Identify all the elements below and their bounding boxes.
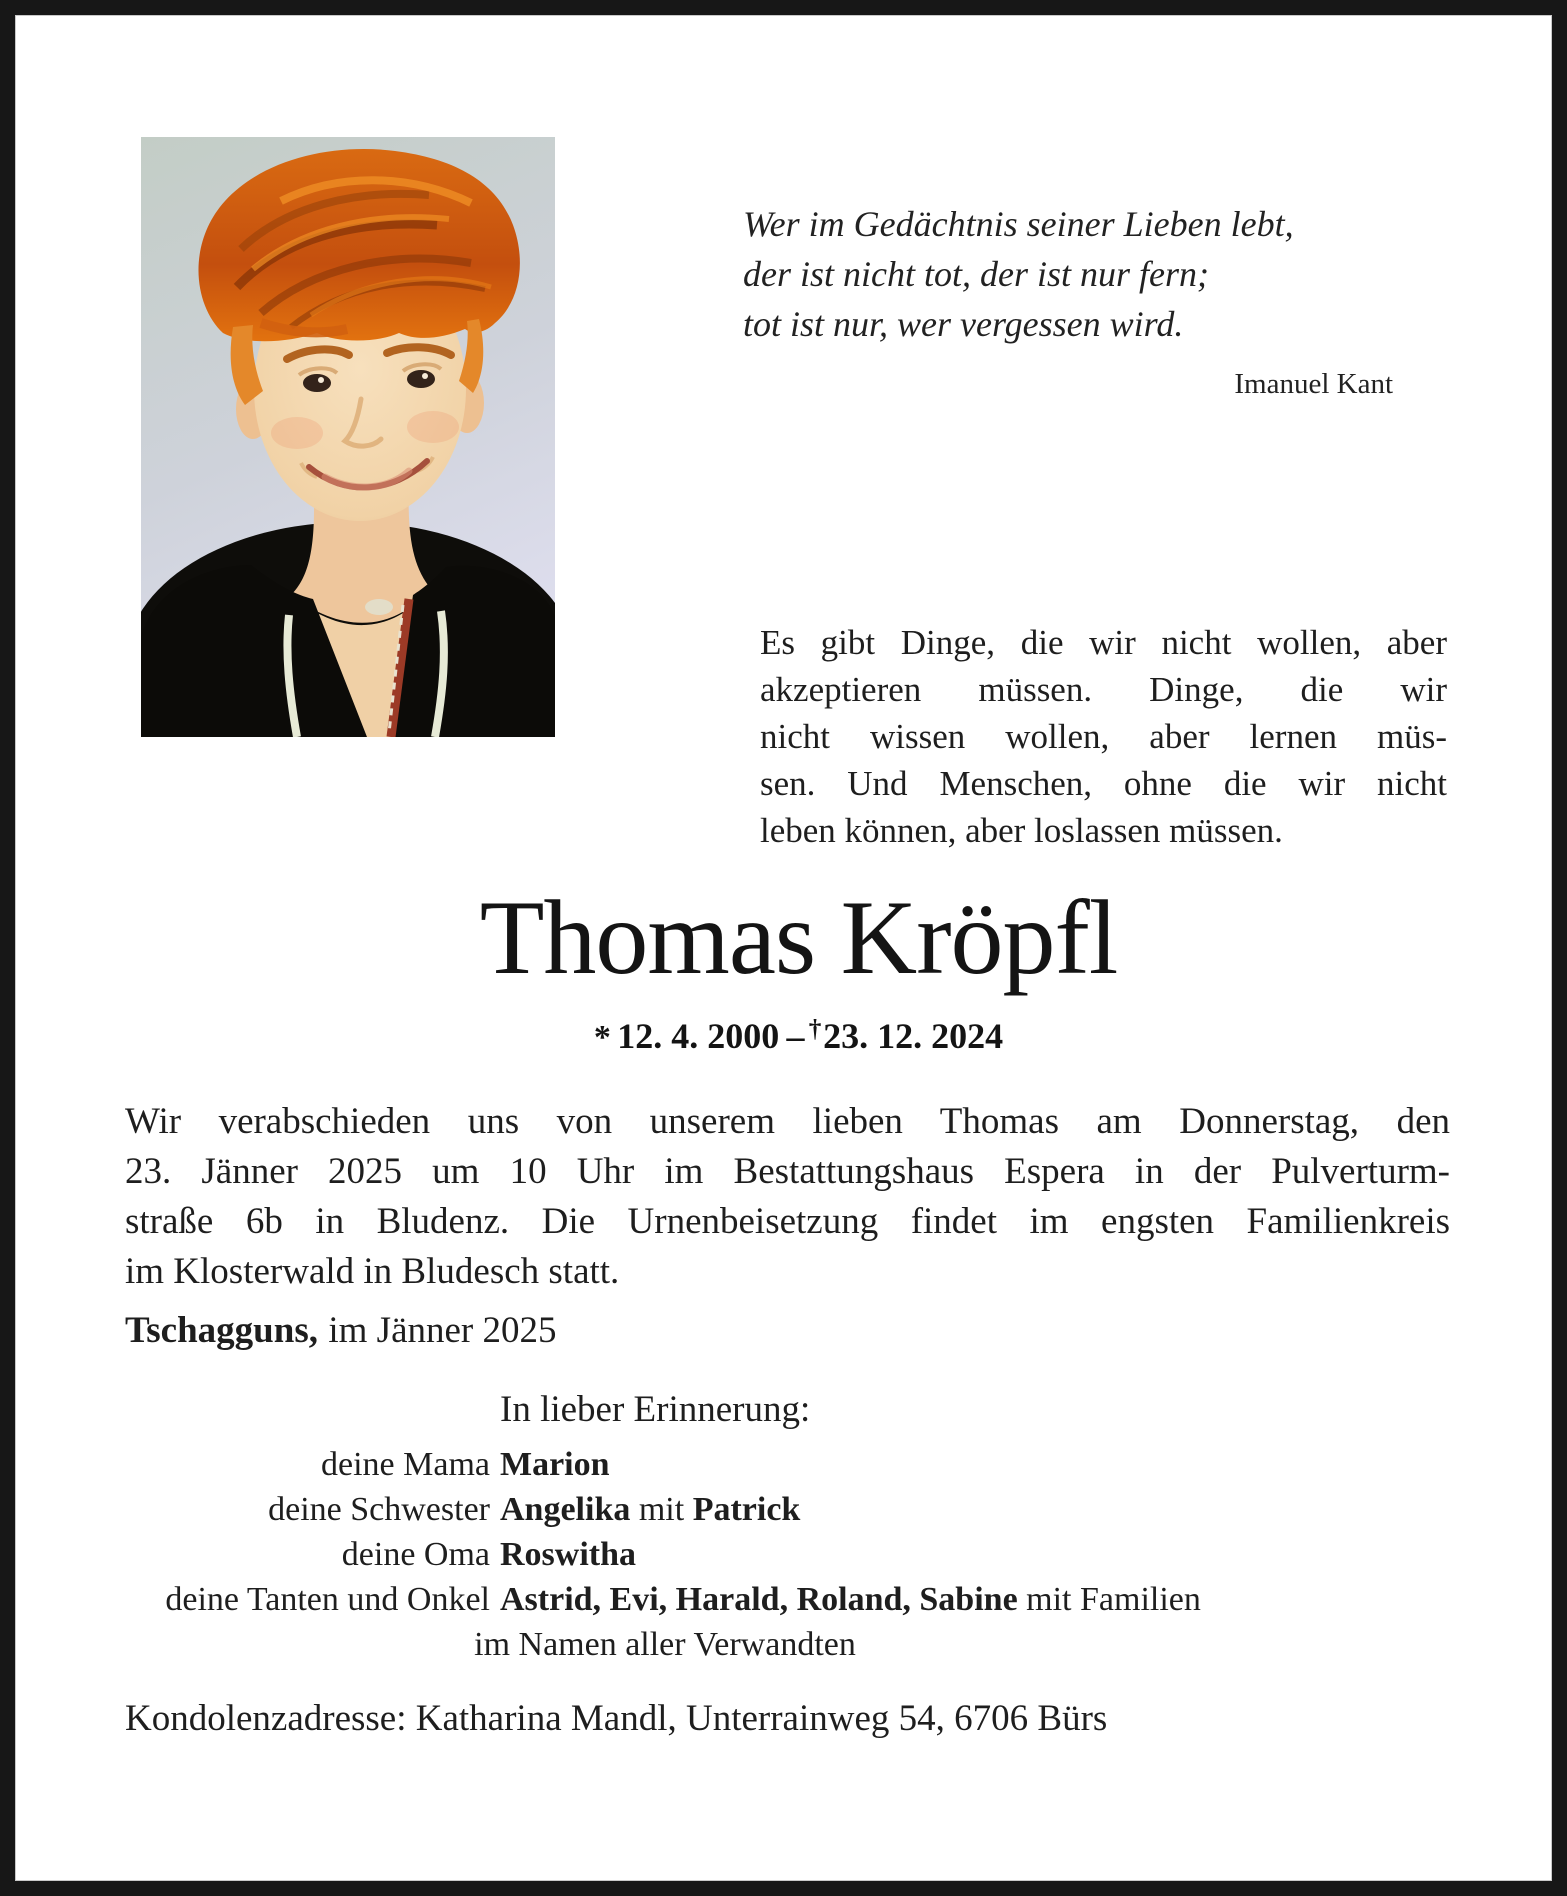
reflection-text — [760, 619, 1447, 854]
relation-label: deine Oma — [341, 1536, 490, 1573]
memorial-quote — [743, 199, 1393, 409]
eye-left — [303, 374, 331, 392]
quote-line: Wer im Gedächtnis seiner Lieben lebt, — [743, 204, 1294, 244]
condolence-address: Kondolenzadresse: Katharina Mandl, Unterrainweg 54, 6706 Bürs — [125, 1698, 1108, 1739]
remembrance-heading: In lieber Erinnerung: — [500, 1389, 811, 1430]
text-line: Es gibt Dinge, die wir nicht wollen, aber — [760, 623, 1447, 662]
family-name: Marion — [500, 1446, 610, 1483]
connector-text: mit — [630, 1491, 693, 1528]
quote-line: der ist nicht tot, der ist nur fern; — [743, 254, 1209, 294]
dateline-place: Tschagguns, — [125, 1310, 318, 1351]
remembrance-block — [125, 1387, 1205, 1667]
eye-right-highlight — [422, 373, 428, 379]
text-line: 23. Jänner 2025 um 10 Uhr im Bestattungshaus Espera in der Pulverturm- — [125, 1151, 1450, 1192]
text-line: Wir verabschieden uns von unserem lieben Thomas am Donnerstag, den — [125, 1101, 1450, 1142]
quote-line: tot ist nur, wer vergessen wird. — [743, 304, 1184, 344]
dateline-date: im Jänner 2025 — [328, 1310, 557, 1351]
death-dagger-symbol: † — [808, 1015, 822, 1043]
text-line: leben können, aber loslassen müssen. — [760, 811, 1283, 850]
relation-names — [500, 1532, 1205, 1577]
birth-star-symbol: * — [593, 1019, 611, 1056]
text-line: sen. Und Menschen, ohne die wir nicht — [760, 764, 1447, 803]
remembrance-heading-row — [125, 1387, 1205, 1432]
death-date: 23. 12. 2024 — [823, 1016, 1004, 1056]
relation-names — [500, 1487, 1205, 1532]
connector-text: mit Familien — [1017, 1581, 1201, 1618]
dates-separator: – — [786, 1016, 805, 1056]
funeral-announcement — [125, 1097, 1450, 1297]
cheek-left — [271, 417, 323, 449]
eye-right — [407, 370, 435, 388]
family-name: Astrid, Evi, Harald, Roland, Sabine — [500, 1581, 1018, 1618]
relation-label: deine Mama — [321, 1446, 490, 1483]
family-name: Angelika — [500, 1491, 631, 1528]
relation-label: deine Schwester — [268, 1491, 490, 1528]
text-line: akzeptieren müssen. Dinge, die wir — [760, 670, 1447, 709]
quote-attribution: Imanuel Kant — [1234, 368, 1393, 400]
remembrance-closing: im Namen aller Verwandten — [474, 1626, 856, 1663]
family-name: Roswitha — [500, 1536, 637, 1573]
life-dates — [15, 1015, 1567, 1057]
eye-left-highlight — [318, 377, 324, 383]
remembrance-entry — [125, 1532, 1205, 1577]
portrait-photo — [141, 137, 555, 737]
cheek-right — [407, 411, 459, 443]
relation-names — [500, 1577, 1205, 1622]
text-line: im Klosterwald in Bludesch statt. — [125, 1251, 620, 1292]
shirt-spot — [365, 599, 393, 615]
remembrance-heading-spacer — [125, 1387, 490, 1432]
remembrance-entry — [125, 1577, 1205, 1622]
text-line: straße 6b in Bludenz. Die Urnenbeisetzung findet im engsten Familienkreis — [125, 1201, 1450, 1242]
dateline — [125, 1309, 556, 1352]
relation-label: deine Tanten und Onkel — [165, 1581, 490, 1618]
text-line: nicht wissen wollen, aber lernen müs- — [760, 717, 1447, 756]
relation-names — [500, 1442, 1205, 1487]
remembrance-entry — [125, 1442, 1205, 1487]
family-name: Patrick — [692, 1491, 801, 1528]
remembrance-entry — [125, 1487, 1205, 1532]
deceased-name: Thomas Kröpfl — [479, 879, 1118, 996]
birth-date: 12. 4. 2000 — [617, 1016, 780, 1056]
